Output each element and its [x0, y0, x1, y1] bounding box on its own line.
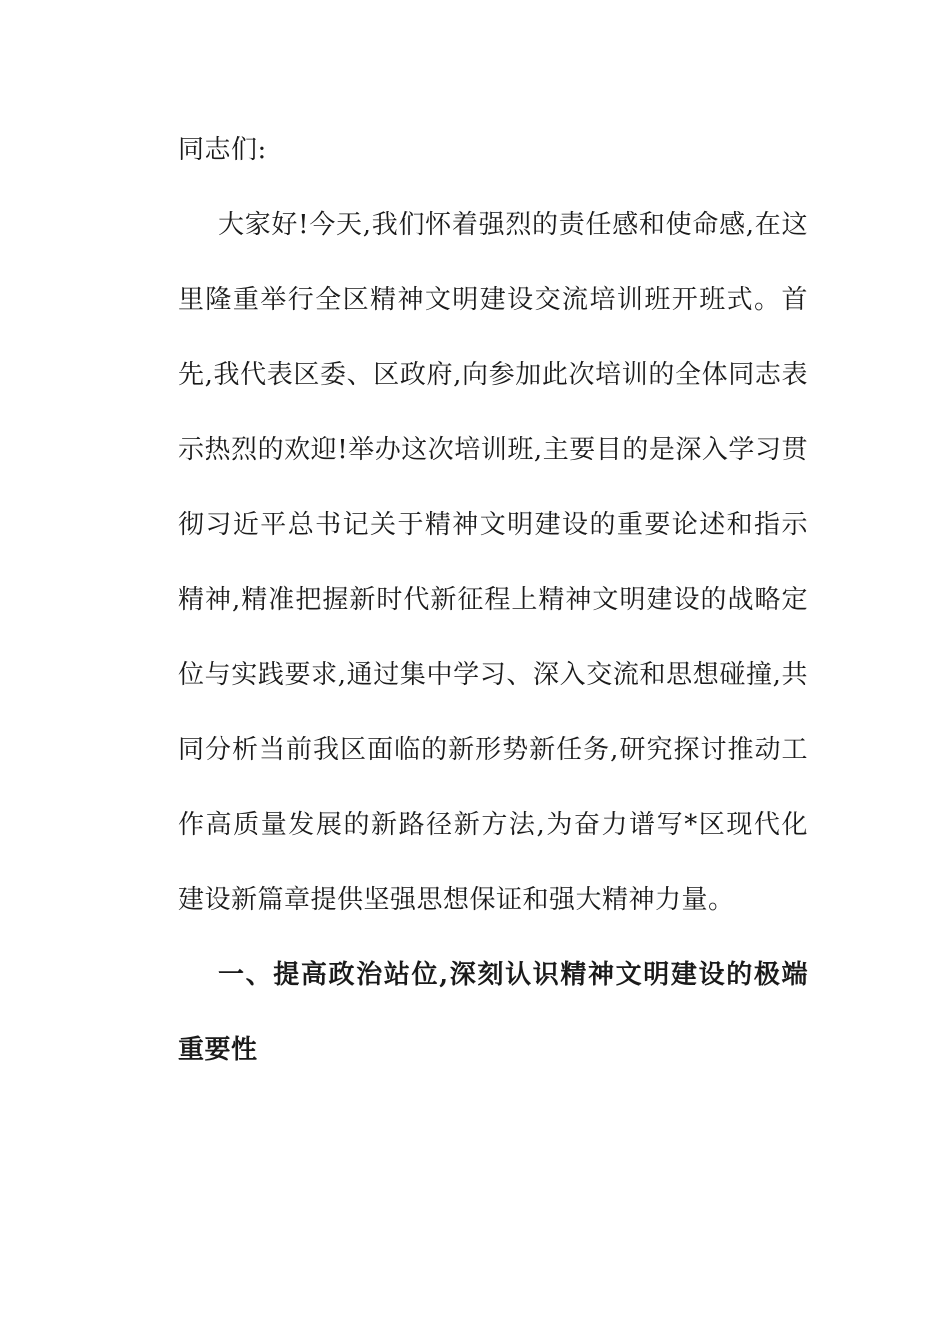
section-heading: 一、提高政治站位,深刻认识精神文明建设的极端重要性 [178, 960, 808, 1065]
document-body [178, 113, 808, 1088]
opening-paragraph: 大家好!今天,我们怀着强烈的责任感和使命感,在这里隆重举行全区精神文明建设交流培训班开班式。首先,我代表区委、区政府,向参加此次培训的全体同志表示热烈的欢迎!举办这次培训班,主要目的是深入学习贯彻习近平总书记关于精神文明建设的重要论述和指示精神,精准把握新时代新征程上精神文明建设的战略定位与实践要求,通过集中学习、深入交流和思想碰撞,共同分析当前我区面临的新形势新任务,研究探讨推动工作高质量发展的新路径新方法,为奋力谱写*区现代化建设新篇章提供坚强思想保证和强大精神力量。 [178, 210, 808, 915]
salutation: 同志们: [178, 135, 267, 165]
